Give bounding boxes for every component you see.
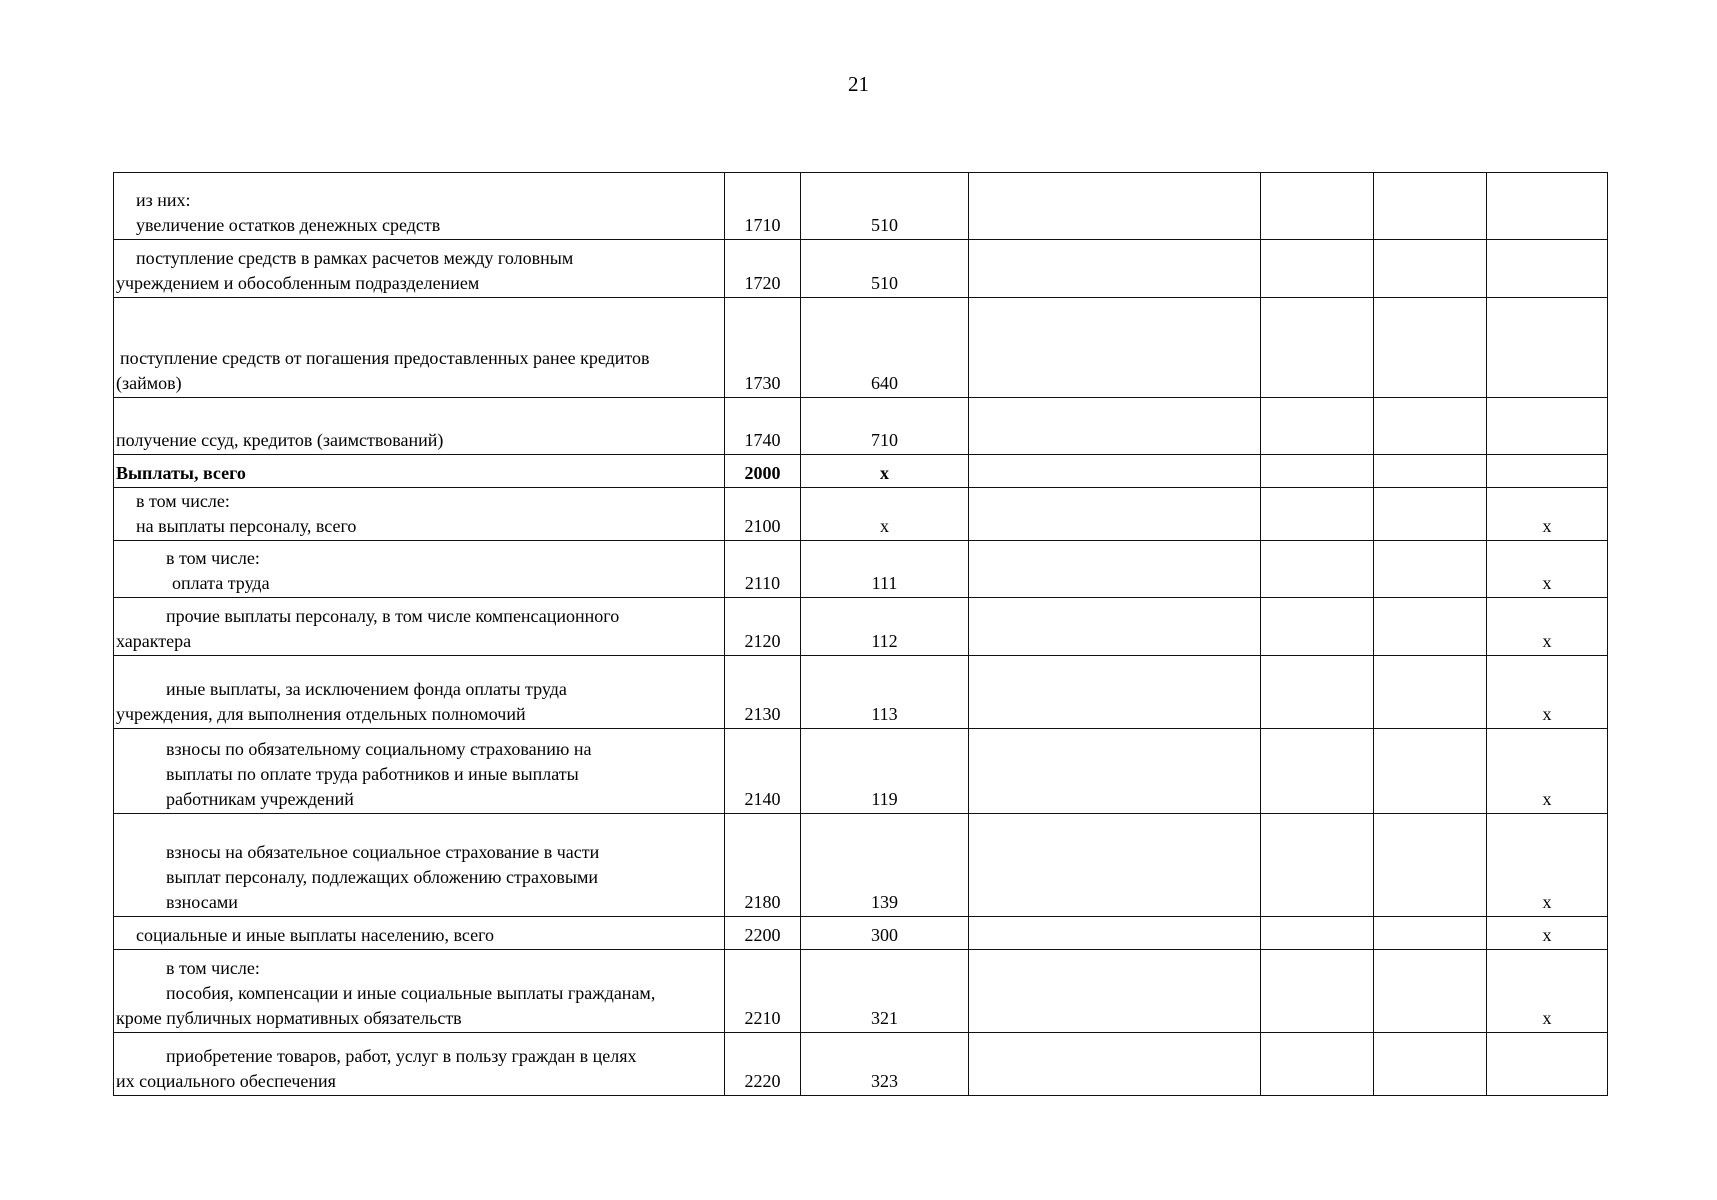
- value-cell: [1261, 950, 1374, 1033]
- value-cell: [969, 173, 1261, 240]
- row-kbk: 321: [801, 950, 969, 1033]
- row-kbk: 323: [801, 1033, 969, 1096]
- value-cell: [969, 488, 1261, 541]
- row-label: [114, 173, 725, 240]
- table-row: [114, 541, 1608, 598]
- row-kbk: 510: [801, 240, 969, 298]
- label-line: работникам учреждений: [166, 789, 354, 809]
- value-cell: [969, 656, 1261, 729]
- table-row: [114, 729, 1608, 814]
- table-row: [114, 455, 1608, 488]
- label-line: учреждения, для выполнения отдельных полномочий: [116, 704, 526, 724]
- row-x-mark: х: [1487, 541, 1608, 598]
- row-code: 2140: [725, 729, 801, 814]
- table-row: [114, 398, 1608, 455]
- row-x-mark: х: [1487, 656, 1608, 729]
- value-cell: [969, 541, 1261, 598]
- value-cell: [969, 729, 1261, 814]
- row-code: 1730: [725, 298, 801, 398]
- label-line: поступление средств от погашения предоставленных ранее кредитов: [120, 348, 650, 368]
- value-cell: [1261, 729, 1374, 814]
- label-line: социальные и иные выплаты населению, всего: [136, 925, 495, 945]
- row-x-mark: х: [1487, 488, 1608, 541]
- table-row: [114, 298, 1608, 398]
- row-x-mark: [1487, 1033, 1608, 1096]
- label-line: получение ссуд, кредитов (заимствований): [116, 430, 444, 450]
- row-x-mark: х: [1487, 729, 1608, 814]
- value-cell: [969, 814, 1261, 917]
- row-code: 2130: [725, 656, 801, 729]
- row-x-mark: [1487, 173, 1608, 240]
- label-line: иные выплаты, за исключением фонда оплаты труда: [166, 679, 567, 699]
- row-x-mark: х: [1487, 814, 1608, 917]
- label-line: (займов): [116, 373, 182, 393]
- row-label: [114, 398, 725, 455]
- table-row: [114, 598, 1608, 656]
- table-row: [114, 173, 1608, 240]
- row-label: [114, 729, 725, 814]
- value-cell: [1261, 541, 1374, 598]
- row-label: [114, 298, 725, 398]
- row-code: 1720: [725, 240, 801, 298]
- label-line: кроме публичных нормативных обязательств: [116, 1008, 462, 1028]
- value-cell: [1261, 598, 1374, 656]
- value-cell: [1261, 917, 1374, 950]
- label-line: их социального обеспечения: [116, 1071, 336, 1091]
- label-line: взносами: [166, 892, 238, 912]
- row-label: [114, 917, 725, 950]
- value-cell: [1261, 455, 1374, 488]
- row-code: 2180: [725, 814, 801, 917]
- value-cell: [1374, 950, 1487, 1033]
- row-kbk: 710: [801, 398, 969, 455]
- value-cell: [1374, 240, 1487, 298]
- table-row: [114, 814, 1608, 917]
- row-kbk: 112: [801, 598, 969, 656]
- row-code: 2100: [725, 488, 801, 541]
- value-cell: [1261, 488, 1374, 541]
- row-label: [114, 488, 725, 541]
- row-kbk: 510: [801, 173, 969, 240]
- label-line: учреждением и обособленным подразделением: [116, 273, 480, 293]
- label-line: поступление средств в рамках расчетов между головным: [136, 248, 574, 268]
- label-line: выплат персоналу, подлежащих обложению страховыми: [166, 867, 598, 887]
- table-row: [114, 488, 1608, 541]
- value-cell: [1261, 298, 1374, 398]
- value-cell: [969, 298, 1261, 398]
- label-line: взносы на обязательное социальное страхование в части: [166, 842, 600, 862]
- row-kbk: 300: [801, 917, 969, 950]
- label-line: на выплаты персоналу, всего: [136, 516, 357, 536]
- value-cell: [1374, 398, 1487, 455]
- row-x-mark: [1487, 240, 1608, 298]
- row-label: [114, 455, 725, 488]
- label-line: из них:: [136, 190, 191, 210]
- row-x-mark: х: [1487, 917, 1608, 950]
- row-label: [114, 1033, 725, 1096]
- row-x-mark: х: [1487, 950, 1608, 1033]
- value-cell: [1261, 1033, 1374, 1096]
- row-label: [114, 950, 725, 1033]
- value-cell: [1374, 814, 1487, 917]
- row-x-mark: х: [1487, 598, 1608, 656]
- value-cell: [1374, 173, 1487, 240]
- row-kbk: х: [801, 488, 969, 541]
- value-cell: [1374, 656, 1487, 729]
- row-kbk: 119: [801, 729, 969, 814]
- table-row: [114, 1033, 1608, 1096]
- label-line: увеличение остатков денежных средств: [136, 215, 441, 235]
- value-cell: [1261, 656, 1374, 729]
- value-cell: [1374, 1033, 1487, 1096]
- value-cell: [1374, 455, 1487, 488]
- label-line: характера: [116, 631, 192, 651]
- row-label: [114, 656, 725, 729]
- row-kbk: 113: [801, 656, 969, 729]
- value-cell: [1374, 729, 1487, 814]
- row-x-mark: [1487, 398, 1608, 455]
- label-line: выплаты по оплате труда работников и иные выплаты: [166, 764, 579, 784]
- row-code: 1710: [725, 173, 801, 240]
- row-code: 1740: [725, 398, 801, 455]
- value-cell: [1374, 917, 1487, 950]
- row-x-mark: [1487, 298, 1608, 398]
- label-line: взносы по обязательному социальному страхованию на: [166, 739, 592, 759]
- row-code: 2220: [725, 1033, 801, 1096]
- row-code: 2000: [725, 455, 801, 488]
- value-cell: [1261, 398, 1374, 455]
- label-line: приобретение товаров, работ, услуг в пользу граждан в целях: [166, 1046, 637, 1066]
- row-kbk: х: [801, 455, 969, 488]
- row-label: [114, 814, 725, 917]
- row-code: 2120: [725, 598, 801, 656]
- value-cell: [1261, 814, 1374, 917]
- row-kbk: 640: [801, 298, 969, 398]
- row-kbk: 111: [801, 541, 969, 598]
- row-code: 2210: [725, 950, 801, 1033]
- label-line: в том числе:: [166, 548, 260, 568]
- label-line: прочие выплаты персоналу, в том числе компенсационного: [166, 606, 620, 626]
- label-line: в том числе:: [136, 491, 230, 511]
- label-line: пособия, компенсации и иные социальные выплаты гражданам,: [166, 983, 656, 1003]
- row-kbk: 139: [801, 814, 969, 917]
- value-cell: [1374, 488, 1487, 541]
- value-cell: [969, 1033, 1261, 1096]
- row-code: 2200: [725, 917, 801, 950]
- row-label: [114, 541, 725, 598]
- table-row: [114, 917, 1608, 950]
- table-row: [114, 656, 1608, 729]
- label-line: оплата труда: [172, 573, 270, 593]
- row-label: [114, 240, 725, 298]
- value-cell: [969, 455, 1261, 488]
- value-cell: [1374, 298, 1487, 398]
- value-cell: [969, 950, 1261, 1033]
- row-label: [114, 598, 725, 656]
- value-cell: [1374, 541, 1487, 598]
- row-x-mark: [1487, 455, 1608, 488]
- value-cell: [969, 240, 1261, 298]
- value-cell: [1261, 173, 1374, 240]
- value-cell: [969, 917, 1261, 950]
- row-code: 2110: [725, 541, 801, 598]
- value-cell: [1261, 240, 1374, 298]
- table-row: [114, 240, 1608, 298]
- value-cell: [969, 398, 1261, 455]
- label-line: Выплаты, всего: [116, 463, 246, 483]
- page-number: 21: [848, 72, 869, 96]
- financial-plan-table: [113, 172, 1608, 1096]
- table-row: [114, 950, 1608, 1033]
- value-cell: [1374, 598, 1487, 656]
- label-line: в том числе:: [166, 958, 260, 978]
- value-cell: [969, 598, 1261, 656]
